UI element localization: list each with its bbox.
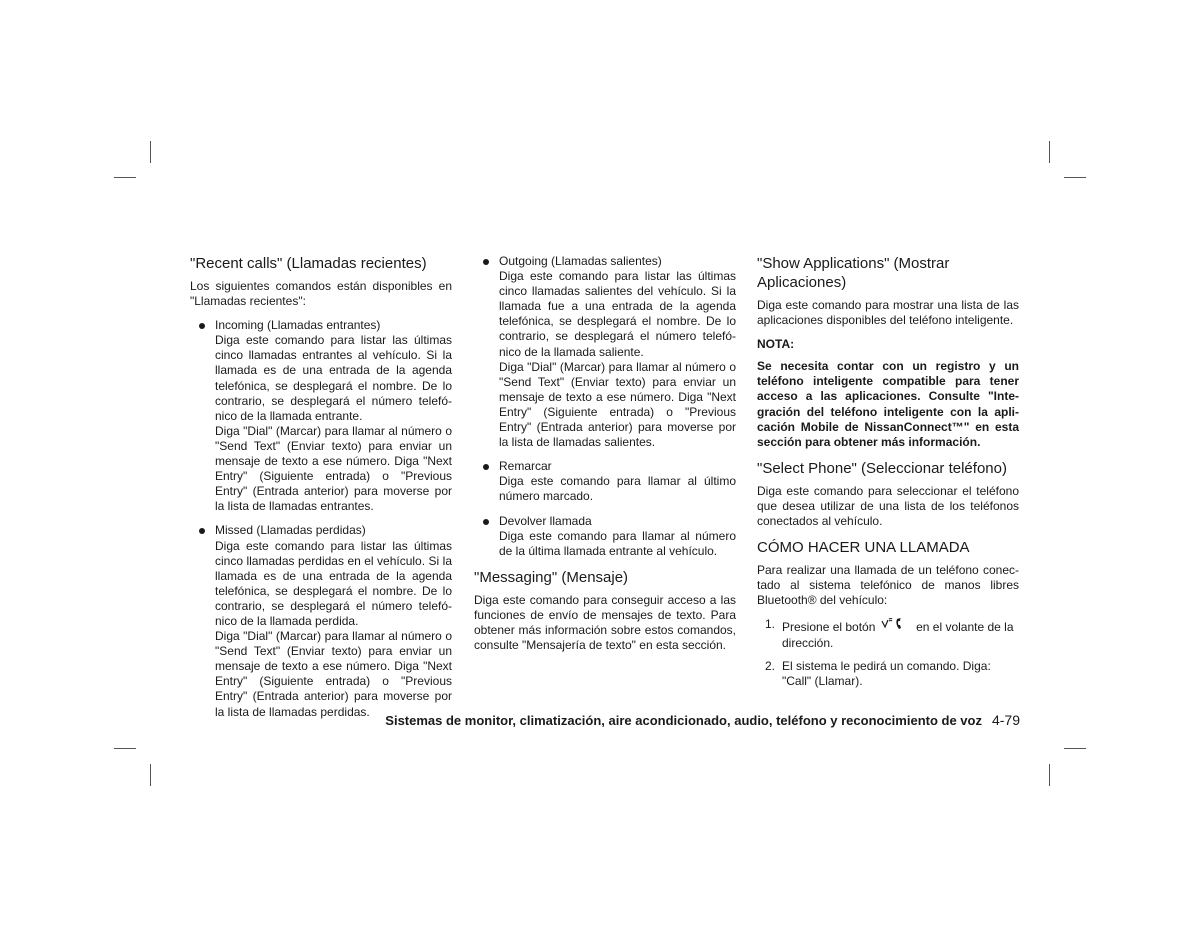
bullet-icon: [199, 528, 205, 534]
recent-calls-intro: Los siguientes comandos están disponibles en "Llamadas recientes":: [190, 279, 452, 309]
item-body: Diga este comando para llamar al último número marcado.: [499, 474, 736, 504]
crop-mark: [1064, 177, 1086, 178]
item-body: Diga "Dial" (Marcar) para llamar al número o "Send Text" (Enviar texto) para enviar un mensaje de texto a ese número. Diga "Next Entry" (Siguiente entrada) o "Previous Entry" (Entrada anterior) para moverse por la lista de llamadas perdidas.: [215, 629, 452, 719]
note-label: NOTA:: [757, 337, 795, 352]
messaging-body: Diga este comando para conseguir acceso a las funciones de envío de mensajes de texto. Para obtener más información sobre estos comandos, consulte "Mensajería de texto" en esta sección.: [474, 592, 736, 653]
list-item-incoming: [190, 318, 452, 514]
crop-mark: [150, 764, 151, 786]
show-applications-body: Diga este comando para mostrar una lista de las aplicaciones disponibles del teléfono inteligente.: [757, 298, 1019, 328]
item-title: Devolver llamada: [499, 513, 592, 528]
section-title: Sistemas de monitor, climatización, aire acondicionado, audio, teléfono y reconocimiento de voz: [385, 713, 982, 728]
item-body: Diga este comando para listar las últimas cinco llamadas perdidas en el vehículo. Si la llamada es de una entrada de la agenda telefónica, se desplegará el nombre. De lo contrario, se desplegará el número telefó-nico de la llamada perdida.: [215, 538, 452, 628]
list-item-callback: [474, 514, 736, 559]
bullet-icon: [483, 259, 489, 265]
bullet-icon: [483, 464, 489, 470]
item-body: Diga este comando para listar las últimas cinco llamadas salientes del vehículo. Si la llamada fue a una entrada de la agenda telefónica, se desplegará el nombre. De lo contrario, se desplegará el número telefó-nico de la llamada saliente.: [499, 269, 736, 359]
left-column: [190, 254, 452, 729]
step-text: en el volante de la dirección.: [782, 620, 1014, 650]
item-title: Remarcar: [499, 459, 552, 474]
bullet-icon: [199, 323, 205, 329]
messaging-heading: "Messaging" (Mensaje): [474, 568, 629, 586]
recent-calls-heading: "Recent calls" (Llamadas recientes): [190, 255, 427, 272]
crop-mark: [1064, 748, 1086, 749]
item-title: Missed (Llamadas perdidas): [215, 523, 366, 538]
show-applications-heading: "Show Applications" (Mostrar Aplicaciones): [757, 255, 950, 291]
step-item: [757, 617, 1019, 650]
list-item-redial: [474, 459, 736, 504]
crop-mark: [1049, 764, 1050, 786]
step-text: Presione el botón: [782, 620, 876, 635]
bullet-icon: [483, 519, 489, 525]
item-body: Diga "Dial" (Marcar) para llamar al número o "Send Text" (Enviar texto) para enviar un mensaje de texto a ese número. Diga "Next Entry" (Siguiente entrada) o "Previous Entry" (Entrada anterior) para moverse por la lista de llamadas entrantes.: [215, 423, 452, 514]
step-item: [757, 659, 1019, 689]
step-number: 2.: [765, 658, 776, 673]
crop-mark: [150, 141, 151, 163]
crop-mark: [114, 748, 136, 749]
item-title: Outgoing (Llamadas salientes): [499, 254, 662, 268]
recent-calls-list: [190, 318, 452, 719]
right-column: [757, 254, 1019, 697]
step-number: 1.: [765, 617, 776, 632]
item-body: Diga "Dial" (Marcar) para llamar al número o "Send Text" (Enviar texto) para enviar un mensaje de texto a ese número. Diga "Next Entry" (Siguiente entrada) o "Previous Entry" (Entrada anterior) para moverse por la lista de llamadas salientes.: [499, 359, 736, 450]
crop-mark: [1049, 141, 1050, 163]
page-footer: [190, 711, 1020, 730]
item-body: Diga este comando para llamar al número de la última llamada entrante al vehículo.: [499, 528, 736, 558]
call-commands-list: [474, 254, 736, 559]
list-item-outgoing: [474, 254, 736, 450]
select-phone-heading: "Select Phone" (Seleccionar teléfono): [757, 459, 1007, 477]
note-body: Se necesita contar con un registro y un teléfono inteligente compatible para tener acceso a las aplicaciones. Consulte "Inte-gración del teléfono inteligente con la apli-cación Mobile de NissanConnect™" en esta sección para obtener más información.: [757, 359, 1019, 449]
list-item-missed: [190, 523, 452, 719]
select-phone-body: Diga este comando para seleccionar el teléfono que desea utilizar de una lista de los teléfonos conectados al vehículo.: [757, 483, 1019, 529]
make-call-steps: [757, 617, 1019, 688]
make-call-intro: Para realizar una llamada de un teléfono conec-tado al sistema telefónico de manos libres Bluetooth® del vehículo:: [757, 563, 1019, 608]
make-call-heading: CÓMO HACER UNA LLAMADA: [757, 539, 970, 557]
item-title: Incoming (Llamadas entrantes): [215, 318, 381, 333]
page-number: 4-79: [991, 712, 1020, 728]
phone-talk-button-icon: [881, 617, 907, 635]
item-body: Diga este comando para listar las últimas cinco llamadas entrantes al vehículo. Si la llamada es de una entrada de la agenda telefónica, se desplegará el nombre. De lo contrario, se desplegará el número telefó-nico de la llamada entrante.: [215, 333, 452, 423]
crop-mark: [114, 177, 136, 178]
step-text: El sistema le pedirá un comando. Diga: "Call" (Llamar).: [782, 658, 991, 688]
middle-column: [474, 254, 736, 662]
